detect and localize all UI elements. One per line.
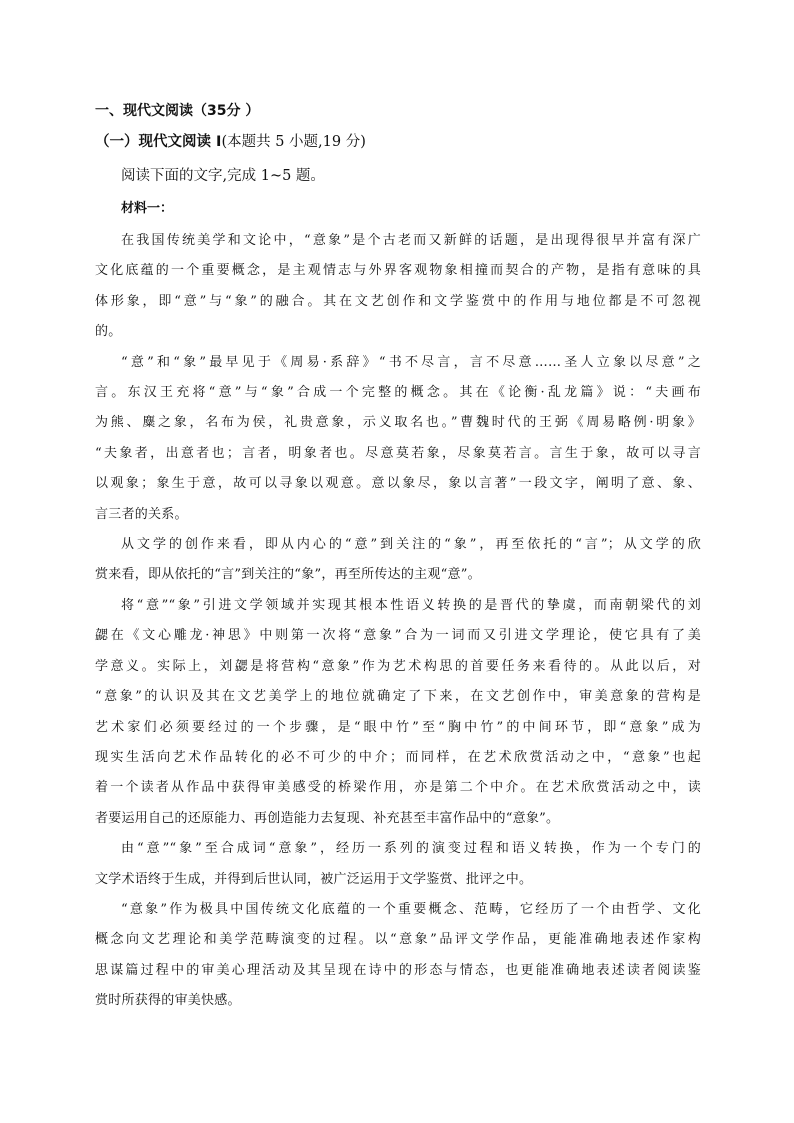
subsection-title: （一）现代文阅读 I [95,134,222,150]
passage-body [95,226,701,1017]
paragraph [95,834,701,895]
text-line: 由“意”“象”至合成词“意象”，经历一系列的演变过程和语义转换，作为一个专门的 [121,841,701,857]
paragraph [95,226,701,348]
paragraph [95,530,701,591]
text-line: 文学术语终于生成，并得到后世认同，被广泛运用于文学鉴赏、批评之中。 [95,871,533,887]
document-page [95,98,701,1017]
text-line: 着一个读者从作品中获得审美感受的桥梁作用，亦是第二个中介。在艺术欣赏活动之中，读 [95,780,701,796]
text-line: 从文学的创作来看，即从内心的“意”到关注的“象”，再至依托的“言”；从文学的欣 [121,537,701,553]
text-line: 在我国传统美学和文论中，“意象”是个古老而又新鲜的话题，是出现得很早并富有深广 [121,233,701,248]
text-line: 以观象；象生于意，故可以寻象以观意。意以象尽，象以言著”一段文字，阐明了意、象、 [95,476,701,492]
text-line: 勰在《文心雕龙·神思》中则第一次将“意象”合为一词而又引进文学理论，使它具有了美 [95,628,701,644]
text-line: 文化底蕴的一个重要概念，是主观情志与外界客观物象相撞而契合的产物，是指有意味的具 [95,263,701,279]
subsection-heading [95,126,701,158]
paragraph [95,895,701,1017]
text-line: 的。 [95,324,122,340]
text-line: “夫象者，出意者也；言者，明象者也。尽意莫若象，尽象莫若言。言生于象，故可以寻言 [95,445,701,461]
text-line: 者要运用自己的还原能力、再创造能力去复现、补充甚至丰富作品中的“意象”。 [95,810,560,826]
text-line: 赏来看，即从依托的“言”到关注的“象”，再至所传达的主观“意”。 [95,567,481,583]
text-line: 为熊、麋之象，名布为侯，礼贵意象，示义取名也。”曹魏时代的王弼《周易略例·明象》 [95,415,701,431]
text-line: 概念向文艺理论和美学范畴演变的过程。以“意象”品评文学作品，更能准确地表述作家构 [95,932,701,948]
text-line: “意”和“象”最早见于《周易·系辞》“书不尽言，言不尽意……圣人立象以尽意”之 [121,354,701,370]
text-line: 赏时所获得的审美快感。 [95,993,241,1009]
text-line: 将“意”“象”引进文学领域并实现其根本性语义转换的是晋代的挚虞，而南朝梁代的刘 [121,597,701,613]
text-line: “意象”作为极具中国传统文化底蕴的一个重要概念、范畴，它经历了一个由哲学、文化 [121,901,701,917]
subsection-score-note: (本题共 5 小题,19 分) [221,134,366,150]
paragraph [95,348,701,530]
text-line: 学意义。实际上，刘勰是将营构“意象”作为艺术构思的首要任务来看待的。从此以后，对 [95,658,701,674]
material-label: 材料一： [121,201,174,216]
text-line: “意象”的认识及其在文艺美学上的地位就确定了下来，在文艺创作中，审美意象的营构是 [95,689,701,705]
text-line: 言三者的关系。 [95,506,188,522]
text-line: 艺术家们必须要经过的一个步骤，是“眼中竹”至“胸中竹”的中间环节，即“意象”成为 [95,719,701,735]
reading-instruction: 阅读下面的文字,完成 1~5 题。 [121,168,325,184]
paragraph [95,591,701,834]
text-line: 思谋篇过程中的审美心理活动及其呈现在诗中的形态与情态，也更能准确地表述读者阅读鉴 [95,962,701,978]
text-line: 体形象，即“意”与“象”的融合。其在文艺创作和文学鉴赏中的作用与地位都是不可忽视 [95,293,701,309]
text-line: 言。东汉王充将“意”与“象”合成一个完整的概念。其在《论衡·乱龙篇》说：“夫画布 [95,385,701,401]
text-line: 现实生活向艺术作品转化的必不可少的中介；而同样，在艺术欣赏活动之中，“意象”也起 [95,749,701,765]
section-heading: 一、现代文阅读（35分 ） [95,103,260,119]
